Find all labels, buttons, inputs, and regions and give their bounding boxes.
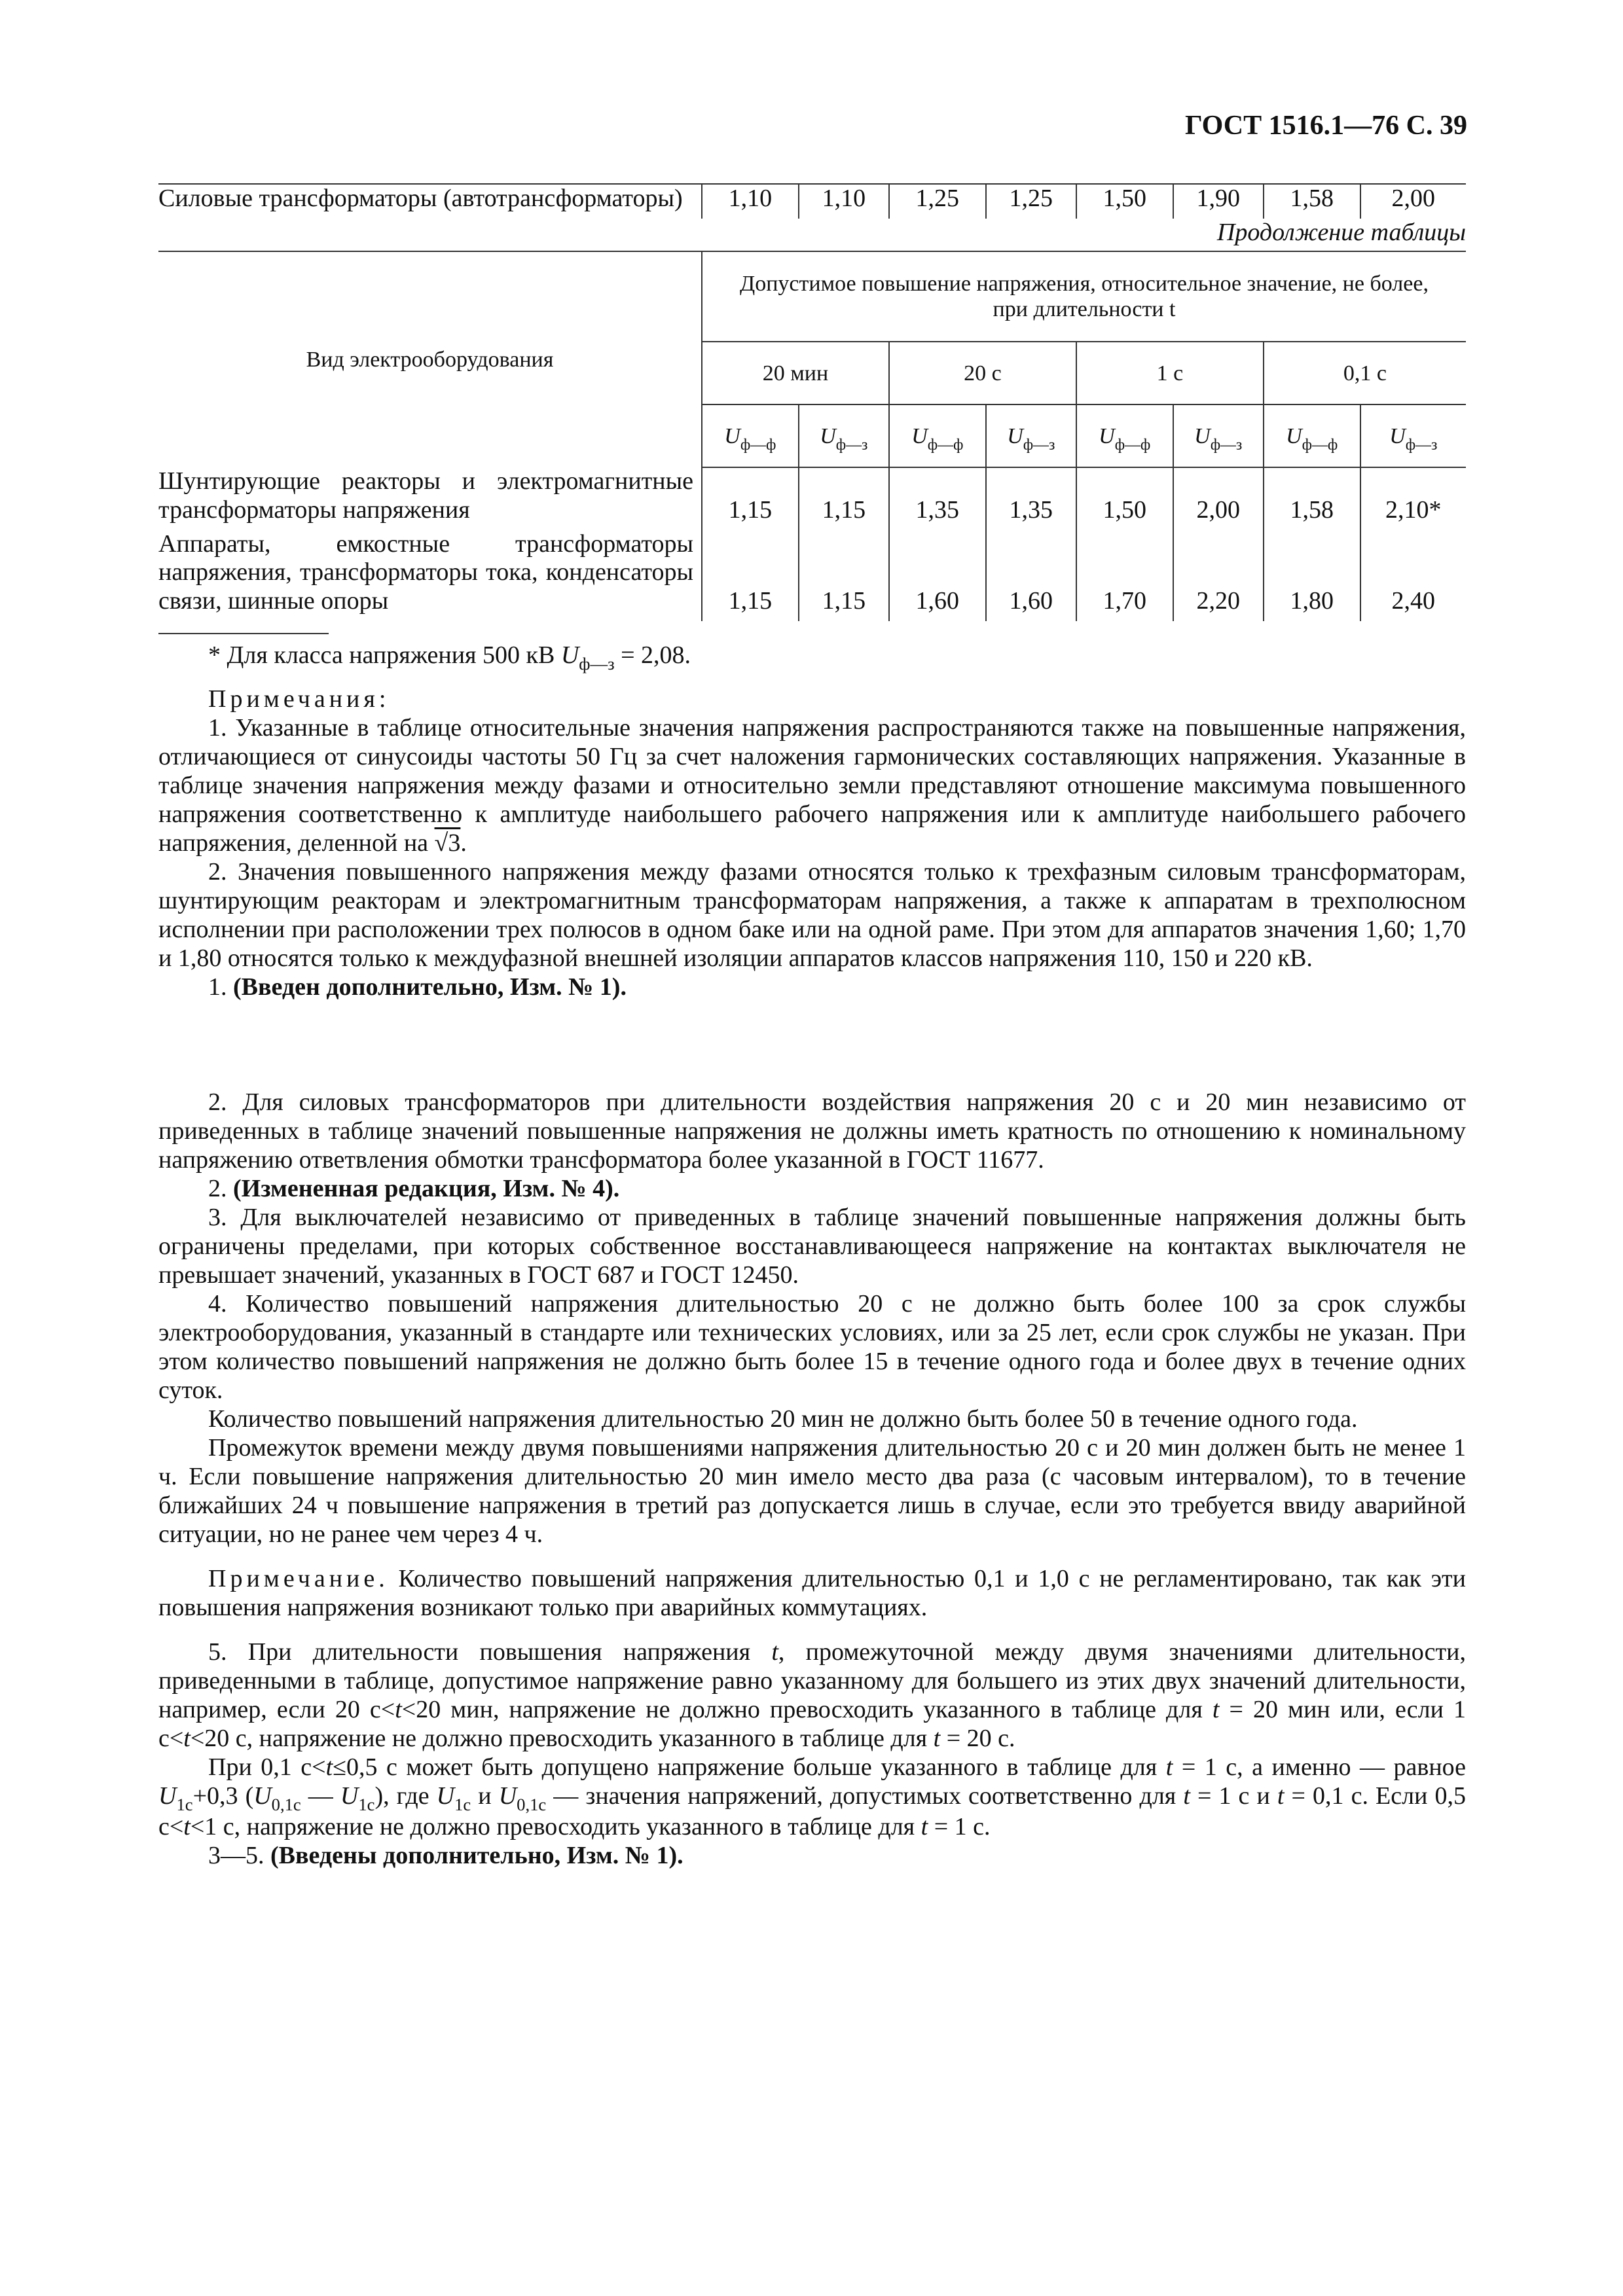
var-t: t [183,1724,191,1752]
text: 5. При длительности повышения напряжения [208,1638,772,1666]
note-paragraph [158,713,1466,857]
paragraph: 3. Для выключателей независимо от приведенных в таблице значений повышенные напряжения должны быть ограничены пределами, при которых собственное восстанавливающееся напряжение на контактах выключателя не превышает значений, указанных в ГОСТ 687 и ГОСТ 12450. [158,1203,1466,1289]
group-header-text: Допустимое повышение напряжения, относительное значение, не более, при длительности t [740,272,1429,322]
u-symbol: U [1099,423,1115,448]
amendment-number: 1. [208,973,233,1001]
subscript: ф—з [579,653,615,673]
u-symbol: U [724,423,740,448]
note-paragraph [158,1564,1466,1622]
duration-header: 20 с [889,342,1076,404]
value-cell: 1,25 [889,184,986,219]
var-t: t [771,1638,778,1666]
note-text: 1. Указанные в таблице относительные значения напряжения распространяются также на повышенные напряжения, отличающиеся от синусоиды частоты 50 Гц за счет наложения гармонических составляющих напряжения. Указанные в таблице значения напряжения между фазами и относительно земли представляют отношение максимума повышенного напряжения соответственно к амплитуде наибольшего рабочего напряжения или к амплитуде наибольшего рабочего напряжения, деленной на [158,713,1466,857]
paragraph: 2. Для силовых трансформаторов при длительности воздействия напряжения 20 с и 20 мин независимо от приведенных в таблице значений повышенные напряжения не должны иметь кратность по отношению к номинальному напряжению ответвления обмотки трансформатора более указанной в ГОСТ 11677. [158,1088,1466,1174]
value-cell: 1,35 [889,467,986,529]
body-text [158,641,1466,1870]
text: <20 с, напряжение не должно превосходить указанного в таблице для [190,1724,934,1752]
var-t: t [1212,1695,1220,1723]
subscript: ф—з [1405,436,1438,454]
value-cell: 1,60 [889,530,986,621]
text: ), где [374,1782,437,1810]
var-t: t [395,1695,402,1723]
value-cell: 2,00 [1173,467,1264,529]
subscript: ф—ф [1302,436,1338,454]
subscript: 0,1с [271,1794,301,1814]
u-symbol: U [158,1782,177,1810]
paragraph [158,1638,1466,1753]
value-cell: 2,40 [1360,530,1466,621]
amendment [158,1841,1466,1870]
u-symbol: U [498,1782,517,1810]
text: = 1 с, а именно — равное [1173,1753,1466,1781]
value-cell: 1,60 [986,530,1076,621]
var-t: t [1183,1782,1190,1810]
text: <20 мин, напряжение не должно превосходить указанного в таблице для [401,1695,1213,1723]
table-row [158,530,1466,621]
table-row [158,467,1466,529]
duration-header: 1 с [1076,342,1264,404]
amendment-number: 3—5. [208,1841,270,1869]
equipment-name: Аппараты, емкостные трансформаторы напряжения, трансформаторы тока, конденсаторы связи, шинные опоры [158,529,693,615]
var-t: t [183,1812,191,1840]
text: и [471,1782,499,1810]
var-t: t [325,1753,333,1781]
text: — [301,1782,340,1810]
paragraph: 4. Количество повышений напряжения длительностью 20 с не должно быть более 100 за срок службы электрооборудования, указанный в стандарте или технических условиях, или за 25 лет, если срок службы не указан. При этом количество повышений напряжения не должно быть более 15 в течение одного года и более двух в течение одних суток. [158,1289,1466,1404]
value-cell: 1,90 [1173,184,1264,219]
notes-title: Примечания: [208,685,390,713]
u-symbol: U [436,1782,455,1810]
subscript: ф—ф [927,436,964,454]
text: — значения напряжений, допустимых соответственно для [546,1782,1184,1810]
header-row [158,251,1466,342]
voltage-type-header [986,404,1076,467]
text: ≤0,5 с может быть допущено напряжение больше указанного в таблице для [333,1753,1166,1781]
amendment-text: (Введен дополнительно, Изм. № 1). [233,973,627,1001]
value-cell: 1,10 [799,184,889,219]
amendment-text: (Измененная редакция, Изм. № 4). [233,1174,620,1202]
equipment-type-header: Вид электрооборудования [158,251,702,467]
value-cell: 2,10* [1360,467,1466,529]
subscript: 0,1с [517,1794,547,1814]
note-text: . [460,829,467,857]
voltage-table [158,183,1466,621]
value-cell: 1,25 [986,184,1076,219]
equipment-name: Силовые трансформаторы (автотрансформаторы) [158,184,702,219]
text: = 1 с. [928,1812,991,1840]
var-t: t [933,1724,941,1752]
subscript: ф—ф [740,436,776,454]
amendment [158,973,1466,1001]
text: , промежуточной между двумя значениями длительности, приведенными в таблице, допустимое напряжение равно указанному для большего из этих двух значений длительности, например, если 20 с< [158,1638,1466,1723]
value-cell: 1,70 [1076,530,1173,621]
subscript: ф—ф [1114,436,1151,454]
amendment-number: 2. [208,1174,233,1202]
note-paragraph: 2. Значения повышенного напряжения между фазами относятся только к трехфазным силовым трансформаторам, шунтирующим реакторам и электромагнитным трансформаторам напряжения, а также к аппаратам в трехполюсном исполнении при расположении трех полюсов в одном баке или на одной раме. При этом для аппаратов значения 1,60; 1,70 и 1,80 относятся только к междуфазной внешней изоляции аппаратов классов напряжения 110, 150 и 220 кВ. [158,857,1466,972]
paragraph: Промежуток времени между двумя повышениями напряжения длительностью 20 с и 20 мин должен быть не менее 1 ч. Если повышение напряжения длительностью 20 мин имело место два раза (с часовым интервалом), то в течение ближайших 24 ч повышение напряжения в третий раз допускается лишь в случае, если это требуется ввиду аварийной ситуации, но не ранее чем через 4 ч. [158,1433,1466,1548]
value-cell: 1,10 [702,184,799,219]
subscript: 1с [454,1794,471,1814]
u-symbol: U [253,1782,272,1810]
u-symbol: U [1007,423,1023,448]
voltage-type-header [799,404,889,467]
u-symbol: U [560,641,579,669]
var-t: t [1165,1753,1173,1781]
u-symbol: U [340,1782,359,1810]
value-cell: 1,15 [702,530,799,621]
value-cell: 2,00 [1360,184,1466,219]
note-text: Количество повышений напряжения длительностью 0,1 и 1,0 с не регламентировано, так как эти повышения напряжения возникают только при аварийных коммутациях. [158,1564,1466,1621]
u-symbol: U [911,423,928,448]
u-symbol: U [1286,423,1302,448]
subscript: ф—з [835,436,868,454]
voltage-type-header [1360,404,1466,467]
u-symbol: U [1194,423,1211,448]
u-symbol: U [820,423,836,448]
text: При 0,1 с< [208,1753,326,1781]
vertical-gap [158,1001,1466,1088]
value-cell: 1,58 [1264,184,1360,219]
text: <1 с, напряжение не должно превосходить указанного в таблице для [190,1812,921,1840]
continuation-row [158,219,1466,252]
voltage-type-header [702,404,799,467]
value-cell: 2,20 [1173,530,1264,621]
text: +0,3 ( [192,1782,254,1810]
amendment-text: (Введены дополнительно, Изм. № 1). [270,1841,684,1869]
voltage-type-header [1076,404,1173,467]
subscript: 1с [358,1794,375,1814]
value-cell: 1,50 [1076,467,1173,529]
subscript: 1с [176,1794,193,1814]
value-cell: 1,50 [1076,184,1173,219]
amendment [158,1174,1466,1203]
paragraph: Количество повышений напряжения длительностью 20 мин не должно быть более 50 в течение одного года. [208,1405,1358,1433]
note-label: Примечание. [208,1564,389,1592]
value-cell: 1,15 [799,467,889,529]
var-t: t [921,1812,928,1840]
table-row [158,184,1466,219]
voltage-type-header [1173,404,1264,467]
continuation-label: Продолжение таблицы [1216,218,1466,246]
table-footnote [158,641,1466,672]
group-header [702,251,1466,342]
subscript: ф—з [1023,436,1055,454]
value-cell: 1,15 [799,530,889,621]
footnote-text: * Для класса напряжения 500 кВ [208,641,561,669]
value-cell: 1,58 [1264,467,1360,529]
duration-header: 20 мин [702,342,889,404]
u-symbol: U [1389,423,1406,448]
value-cell: 1,80 [1264,530,1360,621]
footnote-divider [158,633,329,634]
sqrt-symbol: √3 [434,829,461,857]
page-header: ГОСТ 1516.1—76 С. 39 [1184,111,1467,141]
text: = 1 с и [1190,1782,1277,1810]
duration-header: 0,1 с [1264,342,1466,404]
value-cell: 1,15 [702,467,799,529]
text: = 20 с. [940,1724,1015,1752]
voltage-type-header [1264,404,1360,467]
text: = 0,1 с. Если 0,5 с< [158,1782,1466,1840]
footnote-text: = 2,08. [614,641,691,669]
var-t: t [1277,1782,1285,1810]
paragraph [158,1753,1466,1841]
subscript: ф—з [1210,436,1243,454]
page-content [158,183,1466,1870]
voltage-type-header [889,404,986,467]
value-cell: 1,35 [986,467,1076,529]
text: = 20 мин или, если 1 с< [158,1695,1466,1752]
equipment-name: Шунтирующие реакторы и электромагнитные трансформаторы напряжения [158,467,693,524]
